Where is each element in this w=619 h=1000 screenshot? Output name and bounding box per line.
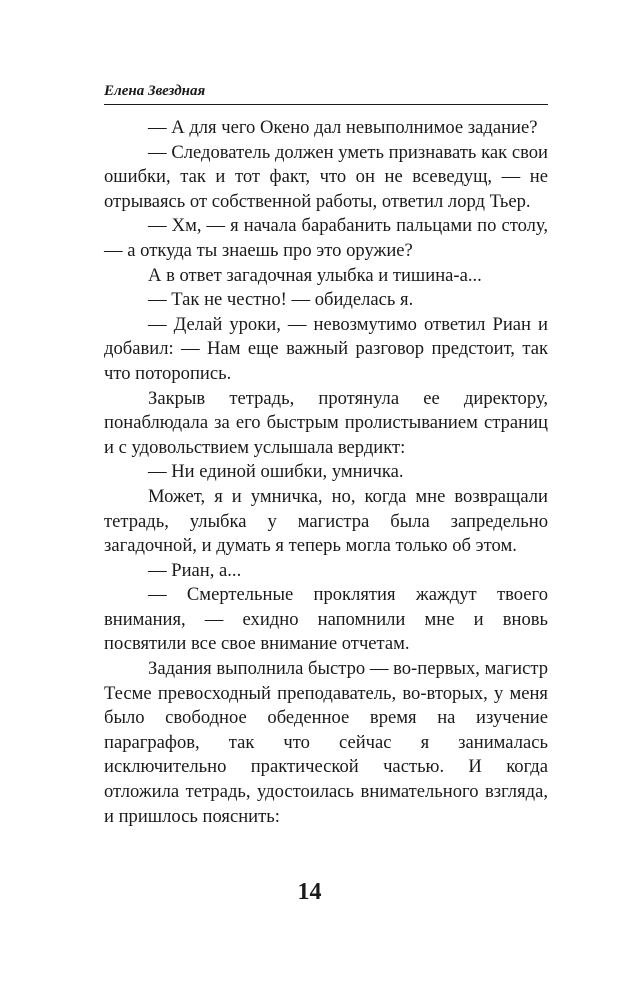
paragraph: — Риан, а...: [148, 559, 242, 581]
paragraph: — Делай уроки, — невозмутимо ответил Риан и добавил: — Нам еще важный разговор предстоит, так что поторопись.: [104, 313, 548, 384]
paragraph: — Следователь должен уметь признавать как свои ошибки, так и тот факт, что он не всеведущ, — не отрываясь от собственной работы, ответил лорд Тьер.: [104, 141, 548, 212]
header-rule: [104, 104, 548, 105]
paragraph: Закрыв тетрадь, протянула ее директору, понаблюдала за его быстрым пролистыванием страниц и с удовольствием услышала вердикт:: [104, 387, 548, 458]
paragraph: Задания выполнила быстро — во-первых, магистр Тесме превосходный преподаватель, во-вторых, у меня было свободное обеденное время на изучение параграфов, так что сейчас я занималась исключительно практической частью. И когда отложила тетрадь, удостоилась внимательного взгляда, и пришлось пояснить:: [104, 658, 548, 827]
paragraph: — Хм, — я начала барабанить пальцами по столу, — а откуда ты знаешь про это оружие?: [104, 215, 548, 261]
paragraph: — Смертельные проклятия жаждут твоего внимания, — ехидно напомнили мне и вновь посвятили все свое внимание отчетам.: [104, 584, 548, 655]
paragraph: — Ни единой ошибки, умничка.: [148, 461, 404, 483]
paragraph: Может, я и умничка, но, когда мне возвращали тетрадь, улыбка у магистра была запредельно загадочной, и думать я теперь могла только об этом.: [104, 485, 548, 557]
page-number: 14: [297, 879, 322, 905]
running-head: Елена Звездная: [104, 83, 206, 99]
paragraph: — Так не честно! — обиделась я.: [148, 289, 414, 311]
paragraph: — А для чего Окено дал невыполнимое задание?: [148, 117, 538, 138]
paragraph: А в ответ загадочная улыбка и тишина-а...: [148, 264, 482, 286]
body-text: [104, 116, 548, 829]
